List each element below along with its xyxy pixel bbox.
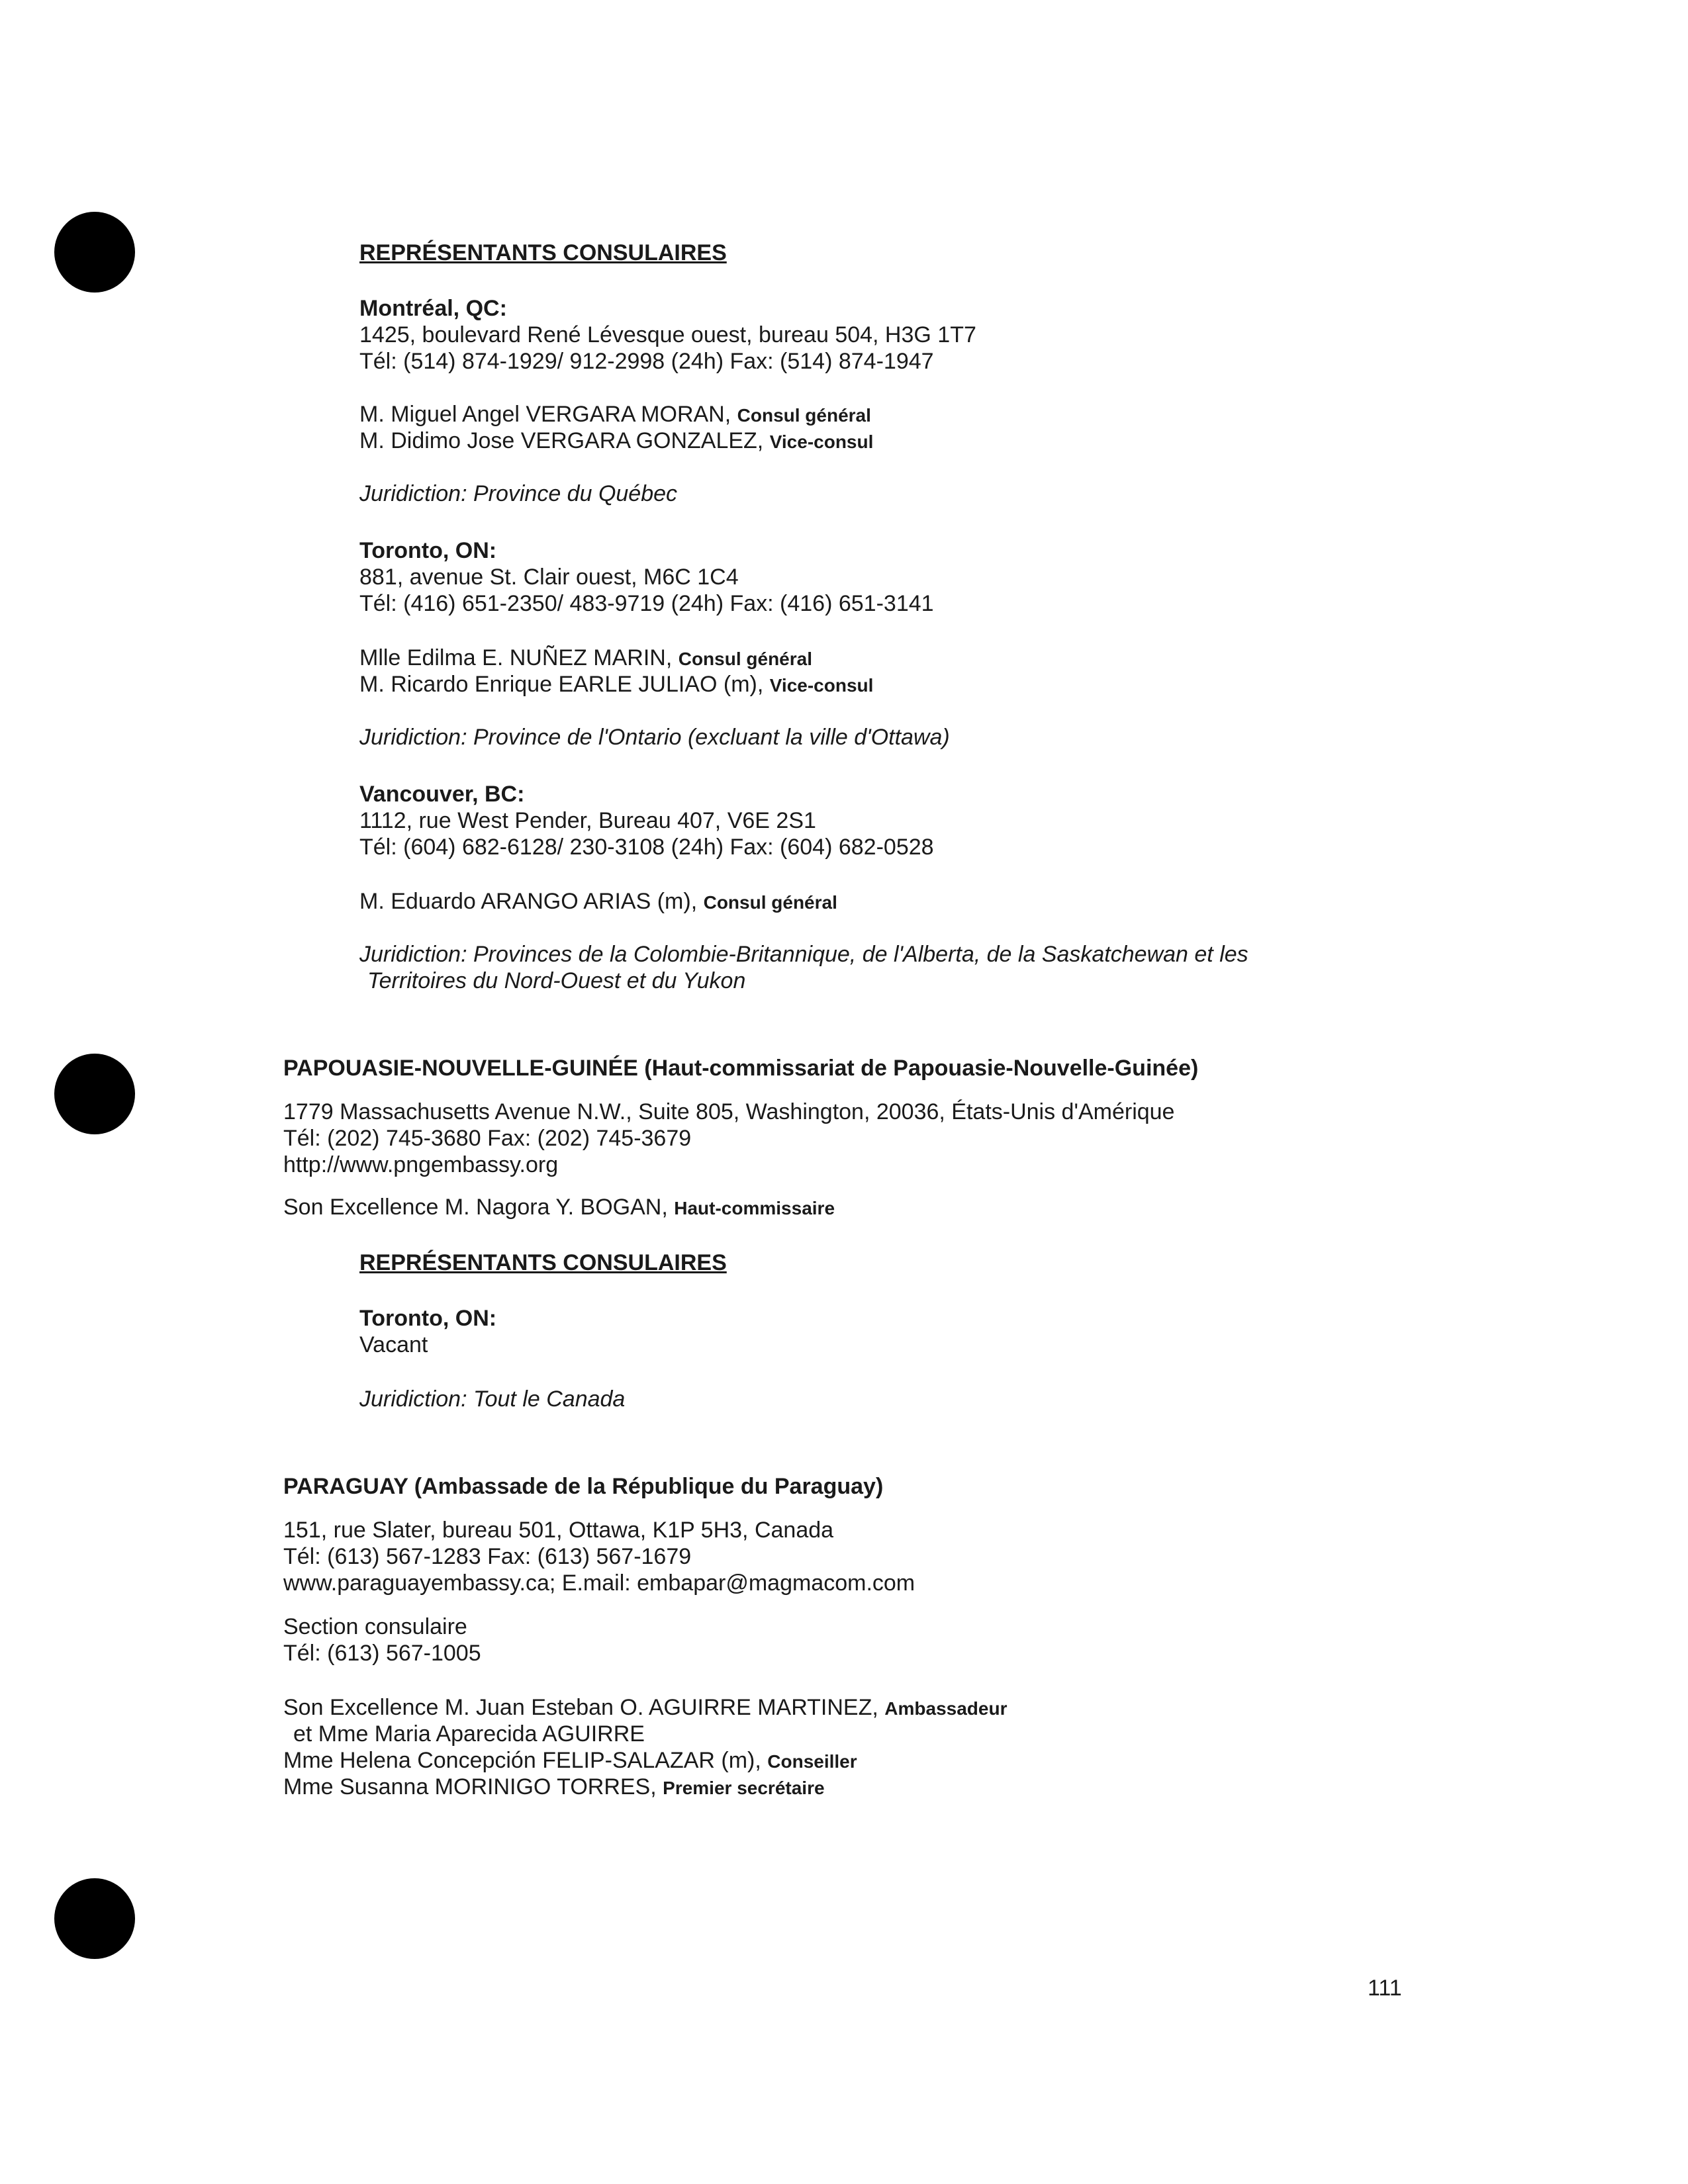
official-line: M. Eduardo ARANGO ARIAS (m), Consul général [359, 889, 837, 914]
city-vancouver: Vancouver, BC: [359, 782, 525, 807]
page-number: 111 [1368, 1976, 1402, 2001]
official-line: M. Miguel Angel VERGARA MORAN, Consul général [359, 402, 871, 427]
address-montreal: 1425, boulevard René Lévesque ouest, bureau 504, H3G 1T7 [359, 322, 976, 347]
consular-heading-png: REPRÉSENTANTS CONSULAIRES [359, 1250, 727, 1275]
official-line: M. Didimo Jose VERGARA GONZALEZ, Vice-consul [359, 428, 874, 453]
city-toronto: Toronto, ON: [359, 538, 497, 563]
phone-png: Tél: (202) 745-3680 Fax: (202) 745-3679 [283, 1126, 692, 1151]
jurisdiction-toronto: Juridiction: Province de l'Ontario (excluant la ville d'Ottawa) [359, 725, 950, 750]
address-paraguay: 151, rue Slater, bureau 501, Ottawa, K1P 5H3, Canada [283, 1518, 834, 1543]
official-line: Mme Helena Concepción FELIP-SALAZAR (m), Conseiller [283, 1748, 857, 1773]
phone-montreal: Tél: (514) 874-1929/ 912-2998 (24h) Fax: (514) 874-1947 [359, 349, 934, 374]
binder-hole-top [54, 212, 135, 293]
phone-paraguay: Tél: (613) 567-1283 Fax: (613) 567-1679 [283, 1544, 692, 1569]
official-line: Mme Susanna MORINIGO TORRES, Premier secrétaire [283, 1774, 825, 1799]
status-png: Vacant [359, 1332, 428, 1357]
phone-vancouver: Tél: (604) 682-6128/ 230-3108 (24h) Fax: (604) 682-0528 [359, 835, 934, 860]
official-line: Son Excellence M. Nagora Y. BOGAN, Haut-commissaire [283, 1195, 835, 1220]
binder-hole-bottom [54, 1878, 135, 1959]
country-heading-paraguay: PARAGUAY (Ambassade de la République du Paraguay) [283, 1474, 884, 1499]
city-montreal: Montréal, QC: [359, 296, 507, 321]
address-toronto: 881, avenue St. Clair ouest, M6C 1C4 [359, 565, 739, 590]
country-heading-png: PAPOUASIE-NOUVELLE-GUINÉE (Haut-commissariat de Papouasie-Nouvelle-Guinée) [283, 1056, 1199, 1081]
address-vancouver: 1112, rue West Pender, Bureau 407, V6E 2S1 [359, 808, 816, 833]
jurisdiction-png: Juridiction: Tout le Canada [359, 1387, 626, 1412]
jurisdiction-vancouver-line2: Territoires du Nord-Ouest et du Yukon [367, 968, 746, 993]
official-line: Son Excellence M. Juan Esteban O. AGUIRRE MARTINEZ, Ambassadeur [283, 1695, 1008, 1720]
consular-heading: REPRÉSENTANTS CONSULAIRES [359, 240, 727, 265]
phone-toronto: Tél: (416) 651-2350/ 483-9719 (24h) Fax: (416) 651-3141 [359, 591, 934, 616]
official-line: Mlle Edilma E. NUÑEZ MARIN, Consul général [359, 645, 812, 670]
city-toronto-png: Toronto, ON: [359, 1306, 497, 1331]
website-paraguay: www.paraguayembassy.ca; E.mail: embapar@magmacom.com [283, 1570, 915, 1596]
binder-hole-middle [54, 1054, 135, 1134]
address-png: 1779 Massachusetts Avenue N.W., Suite 805, Washington, 20036, États-Unis d'Amérique [283, 1099, 1175, 1124]
consular-section-label: Section consulaire [283, 1614, 467, 1639]
jurisdiction-montreal: Juridiction: Province du Québec [359, 481, 678, 506]
consular-section-phone: Tél: (613) 567-1005 [283, 1641, 481, 1666]
official-line: et Mme Maria Aparecida AGUIRRE [293, 1721, 645, 1747]
website-png: http://www.pngembassy.org [283, 1152, 559, 1177]
jurisdiction-vancouver-line1: Juridiction: Provinces de la Colombie-Britannique, de l'Alberta, de la Saskatchewan et les [359, 942, 1248, 967]
official-line: M. Ricardo Enrique EARLE JULIAO (m), Vice-consul [359, 672, 874, 697]
